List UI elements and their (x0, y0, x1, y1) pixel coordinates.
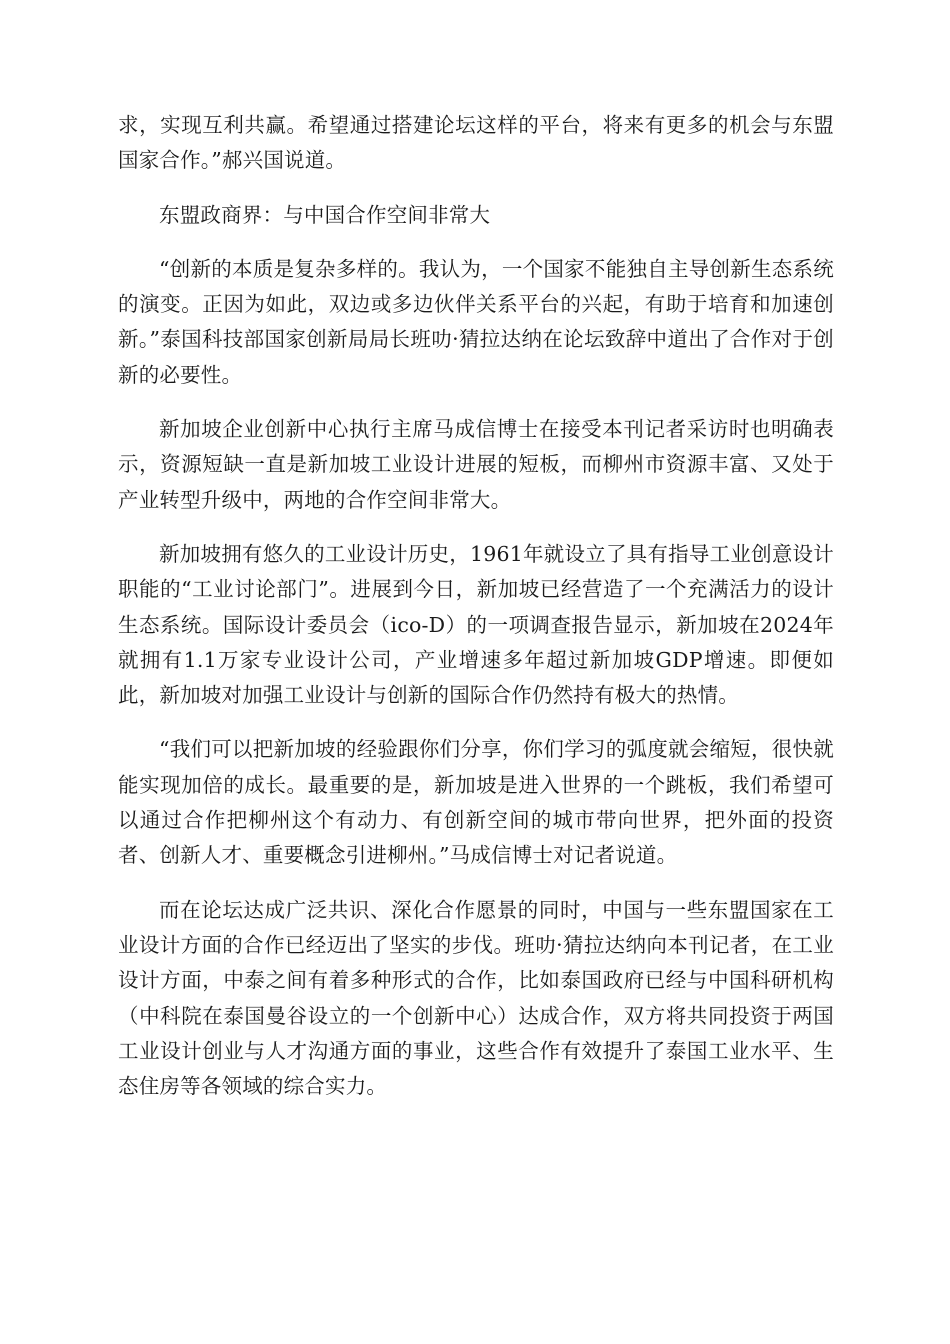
paragraph-singapore-interview: 新加坡企业创新中心执行主席马成信博士在接受本刊记者采访时也明确表示，资源短缺一直是新加坡工业设计进展的短板，而柳州市资源丰富、又处于产业转型升级中，两地的合作空间非常大。 (118, 417, 834, 512)
section-heading: 东盟政商界：与中国合作空间非常大 (159, 202, 491, 227)
paragraph-quote-innovation: “创新的本质是复杂多样的。我认为，一个国家不能独自主导创新生态系统的演变。正因为如此，双边或多边伙伴关系平台的兴起，有助于培育和加速创新。”泰国科技部国家创新局局长班叻·猜拉达纳在论坛致辞中道出了合作对于创新的必要性。 (118, 256, 834, 387)
document-page (118, 108, 834, 1123)
paragraph-quote-experience: “我们可以把新加坡的经验跟你们分享，你们学习的弧度就会缩短，很快就能实现加倍的成长。最重要的是，新加坡是进入世界的一个跳板，我们希望可以通过合作把柳州这个有动力、有创新空间的城市带向世界，把外面的投资者、创新人才、重要概念引进柳州。”马成信博士对记者说道。 (118, 737, 834, 868)
paragraph-cooperation: 而在论坛达成广泛共识、深化合作愿景的同时，中国与一些东盟国家在工业设计方面的合作已经迈出了坚实的步伐。班叻·猜拉达纳向本刊记者，在工业设计方面，中泰之间有着多种形式的合作，比如泰国政府已经与中国科研机构（中科院在泰国曼谷设立的一个创新中心）达成合作，双方将共同投资于两国工业设计创业与人才沟通方面的事业，这些合作有效提升了泰国工业水平、生态住房等各领域的综合实力。 (118, 897, 834, 1099)
paragraph-singapore-history: 新加坡拥有悠久的工业设计历史，1961年就设立了具有指导工业创意设计职能的“工业讨论部门”。进展到今日，新加坡已经营造了一个充满活力的设计生态系统。国际设计委员会（ico-D）的一项调查报告显示，新加坡在2024年就拥有1.1万家专业设计公司，产业增速多年超过新加坡GDP增速。即便如此，新加坡对加强工业设计与创新的国际合作仍然持有极大的热情。 (118, 541, 834, 708)
paragraph-continuation: 求，实现互利共赢。希望通过搭建论坛这样的平台，将来有更多的机会与东盟国家合作。”郝兴国说道。 (118, 113, 834, 173)
